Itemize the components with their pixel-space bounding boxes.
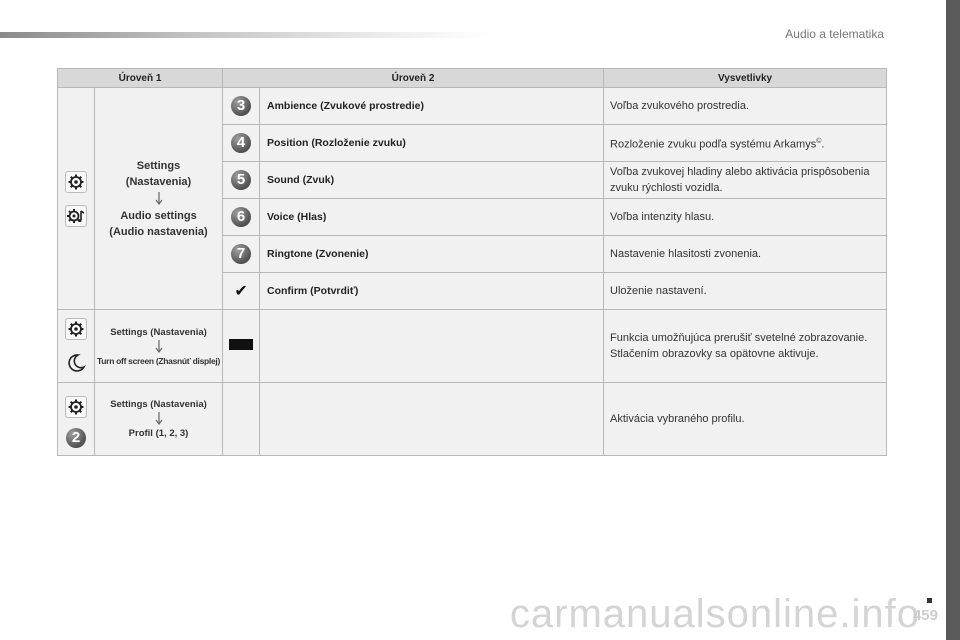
level1-audio-settings-label: Audio settings (Audio nastavenia) <box>109 209 208 238</box>
explanation-text: Funkcia umožňujúca prerušiť svetelné zobrazovanie. Stlačením obrazovky sa opätovne aktivuje. <box>604 310 887 383</box>
level1-turn-off-screen-label: Turn off screen (Zhasnúť displej) <box>97 355 220 366</box>
step-badge: 6 <box>231 207 251 227</box>
settings-menu-table <box>57 68 887 456</box>
checkmark-icon: ✔ <box>234 283 248 300</box>
explanation-text: Uloženie nastavení. <box>604 273 887 310</box>
group3-icons <box>58 383 95 456</box>
header-explanation: Vysvetlivky <box>604 69 887 88</box>
step-badge: 3 <box>231 96 251 116</box>
gear-music-icon <box>65 205 87 227</box>
table-row <box>58 310 887 383</box>
gear-icon <box>65 171 87 193</box>
table-row <box>58 88 887 125</box>
step-badge: 7 <box>231 244 251 264</box>
black-screen-icon <box>229 339 253 350</box>
page-number: 459 <box>912 607 938 624</box>
header-level1: Úroveň 1 <box>58 69 223 88</box>
menu-item-voice: Voice (Hlas) <box>260 199 604 236</box>
step-badge: 4 <box>231 133 251 153</box>
gear-icon <box>65 318 87 340</box>
explanation-text: Nastavenie hlasitosti zvonenia. <box>604 236 887 273</box>
menu-item-confirm: Confirm (Potvrdiť) <box>260 273 604 310</box>
explanation-text: Voľba intenzity hlasu. <box>604 199 887 236</box>
level1-settings-label: Settings (Nastavenia) <box>125 159 192 188</box>
table-header-row <box>58 69 887 88</box>
explanation-text: Voľba zvukovej hladiny alebo aktivácia prispôsobenia zvuku rýchlosti vozidla. <box>604 162 887 199</box>
arrow-down-icon <box>154 340 164 354</box>
watermark: carmanualsonline.info <box>509 592 920 636</box>
level1-settings-label: Settings (Nastavenia) <box>110 399 207 410</box>
explanation-text: Aktivácia vybraného profilu. <box>604 383 887 456</box>
group2-icons <box>58 310 95 383</box>
table-row <box>58 383 887 456</box>
menu-item-sound: Sound (Zvuk) <box>260 162 604 199</box>
arrow-down-icon <box>154 412 164 426</box>
group1-icons <box>58 88 95 310</box>
page-dot <box>927 598 932 603</box>
empty-number-cell <box>223 383 260 456</box>
section-title: Audio a telematika <box>785 27 884 41</box>
menu-item-position: Position (Rozloženie zvuku) <box>260 125 604 162</box>
arrow-down-icon <box>154 192 164 206</box>
empty-level2-cell <box>260 310 604 383</box>
step-badge: 5 <box>231 170 251 190</box>
menu-item-ringtone: Ringtone (Zvonenie) <box>260 236 604 273</box>
header-level2: Úroveň 2 <box>223 69 604 88</box>
group2-level1 <box>95 310 223 383</box>
explanation-text: Voľba zvukového prostredia. <box>604 88 887 125</box>
menu-item-ambience: Ambience (Zvukové prostredie) <box>260 88 604 125</box>
header-gradient-bar <box>0 32 490 38</box>
gear-icon <box>65 396 87 418</box>
empty-level2-cell <box>260 383 604 456</box>
group1-level1 <box>95 88 223 310</box>
explanation-text: Rozloženie zvuku podľa systému Arkamys©. <box>604 125 887 162</box>
group3-level1 <box>95 383 223 456</box>
profile-number-badge: 2 <box>66 428 86 448</box>
level1-settings-label: Settings (Nastavenia) <box>110 326 207 338</box>
moon-icon <box>65 352 87 374</box>
level1-profile-label: Profil (1, 2, 3) <box>128 428 189 439</box>
side-strip <box>946 0 960 640</box>
